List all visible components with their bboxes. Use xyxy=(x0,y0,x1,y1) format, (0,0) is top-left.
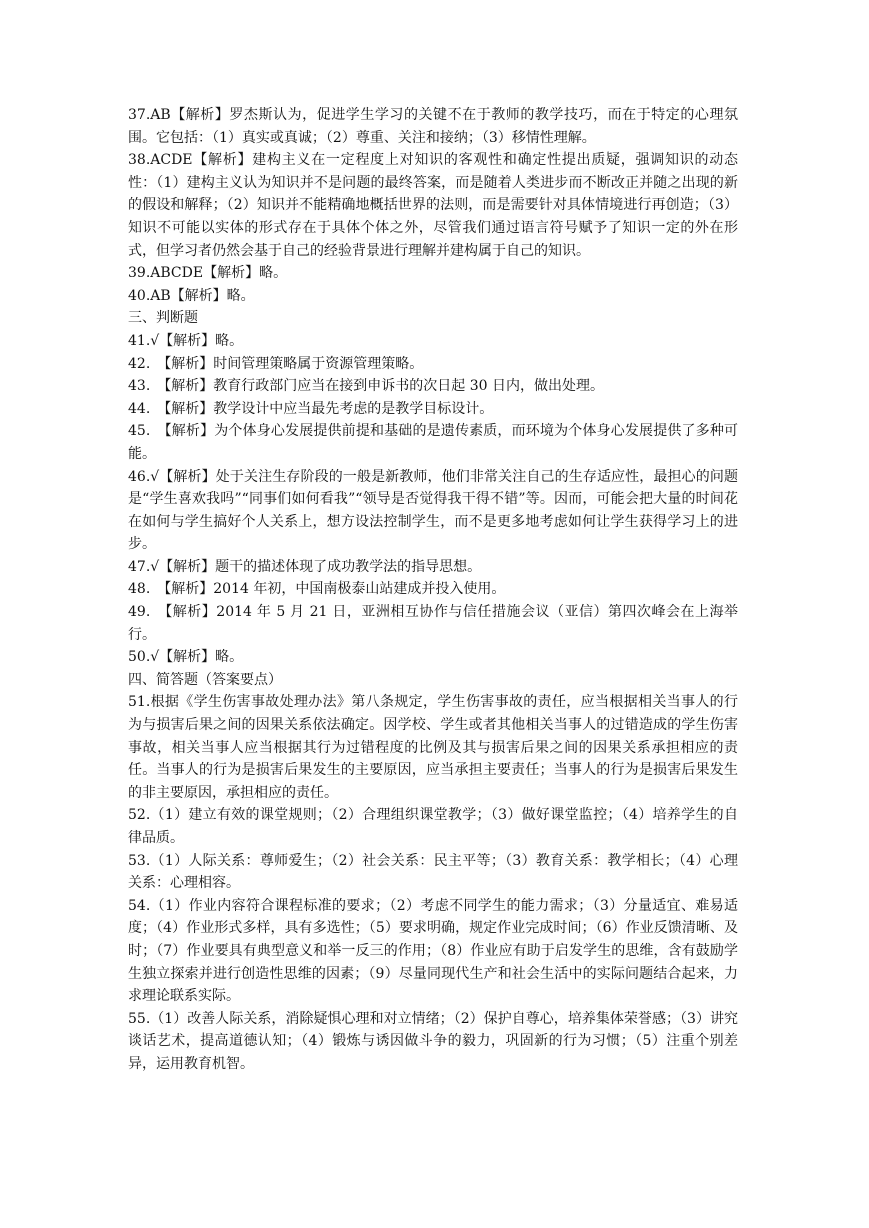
document-page xyxy=(128,104,738,1076)
answer-50: 50.√【解析】略。 xyxy=(128,649,244,666)
answer-39: 39.ABCDE【解析】略。 xyxy=(128,265,288,282)
answer-42: 42. 【解析】时间管理策略属于资源管理策略。 xyxy=(128,355,424,372)
answer-54: 54.（1）作业内容符合课程标准的要求；（2）考虑不同学生的能力需求；（3）分量适宜、难易适度；（4）作业形式多样，具有多选性；（5）要求明确，规定作业完成时间；（6）作业反馈清晰、及时；（7）作业要具有典型意义和举一反三的作用；（8）作业应有助于启发学生的思维，含有鼓励学生独立探索并进行创造性思维的因素；（9）尽量同现代生产和社会生活中的实际问题结合起来，力求理论联系实际。 xyxy=(128,897,738,1005)
answer-45: 45. 【解析】为个体身心发展提供前提和基础的是遗传素质，而环境为个体身心发展提供了多种可能。 xyxy=(128,423,738,462)
answer-52: 52.（1）建立有效的课堂规则；（2）合理组织课堂教学；（3）做好课堂监控；（4）培养学生的自律品质。 xyxy=(128,807,738,846)
section-heading-short-answer: 四、简答题（答案要点） xyxy=(128,671,282,688)
answer-48: 48. 【解析】2014 年初，中国南极泰山站建成并投入使用。 xyxy=(128,581,506,598)
answer-37: 37.AB【解析】罗杰斯认为，促进学生学习的关键不在于教师的教学技巧，而在于特定的心理氛围。它包括：（1）真实或真诚；（2）尊重、关注和接纳；（3）移情性理解。 xyxy=(128,107,738,146)
section-heading-true-false: 三、判断题 xyxy=(128,310,198,327)
answer-53: 53.（1）人际关系：尊师爱生；（2）社会关系：民主平等；（3）教育关系：教学相长；（4）心理关系：心理相容。 xyxy=(128,852,738,892)
answer-43: 43. 【解析】教育行政部门应当在接到申诉书的次日起 30 日内，做出处理。 xyxy=(128,378,604,395)
answer-38: 38.ACDE【解析】建构主义在一定程度上对知识的客观性和确定性提出质疑，强调知识的动态性：（1）建构主义认为知识并不是问题的最终答案，而是随着人类进步而不断改正并随之出现的新的假设和解释；（2）知识并不能精确地概括世界的法则，而是需要针对具体情境进行再创造；（3）知识不可能以实体的形式存在于具体个体之外，尽管我们通过语言符号赋予了知识一定的外在形式，但学习者仍然会基于自己的经验背景进行理解并建构属于自己的知识。 xyxy=(128,152,738,259)
answer-49: 49. 【解析】2014 年 5 月 21 日，亚洲相互协作与信任措施会议（亚信）第四次峰会在上海举行。 xyxy=(128,604,738,643)
answer-51: 51.根据《学生伤害事故处理办法》第八条规定，学生伤害事故的责任，应当根据相关当事人的行为与损害后果之间的因果关系依法确定。因学校、学生或者其他相关当事人的过错造成的学生伤害事故，相关当事人应当根据其行为过错程度的比例及其与损害后果之间的因果关系承担相应的责任。当事人的行为是损害后果发生的主要原因，应当承担主要责任；当事人的行为是损害后果发生的非主要原因，承担相应的责任。 xyxy=(128,694,738,801)
answer-46: 46.√【解析】处于关注生存阶段的一般是新教师，他们非常关注自己的生存适应性，最担心的问题是“学生喜欢我吗”“同事们如何看我”“领导是否觉得我干得不错”等。因而，可能会把大量的时间花在如何与学生搞好个人关系上，想方设法控制学生，而不是更多地考虑如何让学生获得学习上的进步。 xyxy=(128,468,738,553)
answer-44: 44. 【解析】教学设计中应当最先考虑的是教学目标设计。 xyxy=(128,400,494,417)
answer-47: 47.√【解析】题干的描述体现了成功教学法的指导思想。 xyxy=(128,558,482,575)
answer-40: 40.AB【解析】略。 xyxy=(128,287,255,304)
answer-41: 41.√【解析】略。 xyxy=(128,332,244,349)
answer-55: 55.（1）改善人际关系，消除疑惧心理和对立情绪；（2）保护自尊心，培养集体荣誉感；（3）讲究谈话艺术，提高道德认知；（4）锻炼与诱因做斗争的毅力，巩固新的行为习惯；（5）注重个别差异，运用教育机智。 xyxy=(128,1010,738,1072)
